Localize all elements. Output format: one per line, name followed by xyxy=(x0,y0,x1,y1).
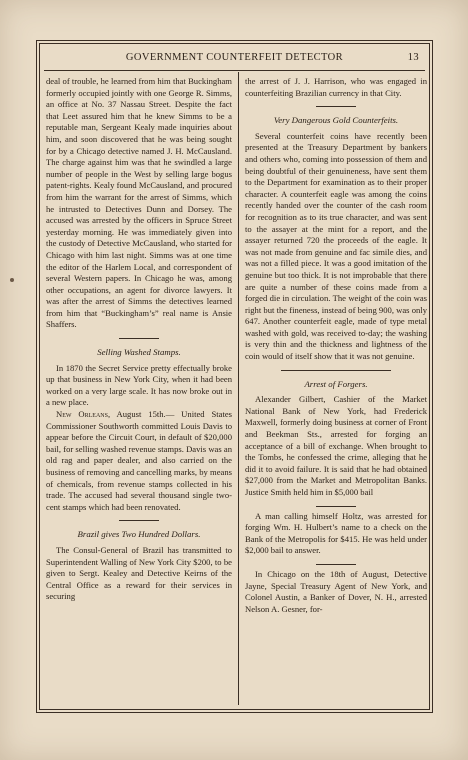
running-header xyxy=(46,49,423,67)
left-paragraph-2: In 1870 the Secret Service pretty effectually broke up that business in New York City, when it had been worked on a very large scale. It has now broke out in a new place. xyxy=(46,362,232,408)
section-rule xyxy=(316,106,356,107)
heading-brazil-reward: Brazil gives Two Hundred Dollars. xyxy=(77,529,201,540)
right-paragraph-5: In Chicago on the 18th of August, Detective Jayne, Special Treasury Agent of New York, and Colonel Austin, a Banker of Dover, N. H., arrested Nelson A. Gesner, for- xyxy=(245,568,427,614)
binding-mark xyxy=(10,278,14,282)
section-rule xyxy=(316,564,356,565)
right-paragraph-2: Several counterfeit coins have recently been presented at the Treasury Department by bankers and others who, coming into possession of them and being doubtful of their genuineness, have sent them to the Department for examination as to their proper character. A counterfeit eagle was among the coins recently handed over the counter of the cash room for recognition as to its true character, and was sent to the assayer at the mint for a report, and the assayer returned 720 the proceeds of the eagle. It was not made from genuine and fac simile dies, and was not a filled piece. It was a good imitation of the genuine but too thick. It is not improbable that there are quite a number of these coins made from a forged die in circulation. The weight of the coin was right but the fineness, instead of being 900, was only 647. Another counterfeit eagle, made of type metal washed with gold, was received to-day; the washing is very thin and the thickness and lightness of the coin would of itself show that it was not genuine. xyxy=(245,130,427,362)
header-rule xyxy=(44,70,425,71)
page-frame xyxy=(36,40,433,713)
heading-selling-washed-stamps: Selling Washed Stamps. xyxy=(97,347,181,358)
right-paragraph-1: the arrest of J. J. Harrison, who was engaged in counterfeiting Brazilian currency in that City. xyxy=(245,76,427,98)
heading-gold-counterfeits: Very Dangerous Gold Counterfeits. xyxy=(273,115,399,126)
heading-arrest-of-forgers: Arrest of Forgers. xyxy=(304,378,368,389)
left-paragraph-3 xyxy=(46,409,232,513)
section-rule xyxy=(316,506,356,507)
right-column xyxy=(245,76,427,705)
right-paragraph-3: Alexander Gilbert, Cashier of the Market National Bank of New York, had Frederick Maxwell, formerly doing business at corner of Front and Beekman Sts., arrested for forging an acceptance of a bill of exchange. When brought to the Tombs, he confessed the crime, alleging that he did it to avoid failure. It is said that he had obtained $27,000 from the Market and Metropolitan Banks. Justice Smith held him in $5,000 bail xyxy=(245,394,427,497)
page-number: 13 xyxy=(407,52,419,63)
column-divider xyxy=(238,72,239,705)
running-title: GOVERNMENT COUNTERFEIT DETECTOR xyxy=(125,52,344,63)
section-rule xyxy=(119,338,159,339)
left-paragraph-3-body: August 15th.— United States Commissioner Southworth committed Louis Davis to appear before the Circuit Court, in default of $20,000 bail, for selling washed revenue stamps. Davis was an old rag and paper dealer, and also carried on the business of removing and cancelling marks, by means of chemicals, from revenue stamps collected in his trade. The accused had several thousand single two-cent stamps which had been renovated. xyxy=(46,409,232,512)
page-frame-inner xyxy=(39,43,430,710)
section-rule xyxy=(119,520,159,521)
left-paragraph-1: deal of trouble, he learned from him that Buckingham formerly occupied jointly with one George R. Simms, an office at No. 37 Nassau Street. Despite the fact that Leet assured him that he knew Simms to be a reputable man, Sergeant Kealy made inquiries about him, and soon discovered that he was being sought for by a Chicago detective named J. H. McCausland. The charge against him was that he swindled a large number of people in the West by selling large bogus patent-rights. Kealy found McCausland, and procured from him the warrant for the arrest of Simms, which he intrusted to Detectives Dunn and Dorsey. The accused was arrested by the officers in Spruce Street yesterday morning. He was immediately given into the custody of Detective McCausland, who started for Chicago with him last night. Simms was at one time the editor of the Harlem Local, and correspondent of several Western papers. In Chicago he was, among other occupations, an agent for divorce lawyers. It was after the arrest of Simms the detectives learned from him that “Buckingham’s” real name is Ansie Shaffers. xyxy=(46,76,232,330)
left-paragraph-4: The Consul-General of Brazil has transmitted to Superintendent Walling of New York City $200, to be given to Sergt. Kealey and Detective Keirns of the Central Office as a reward for their services in securing xyxy=(46,544,232,602)
left-column xyxy=(46,76,232,705)
right-paragraph-4: A man calling himself Holtz, was arrested for forging Wm. H. Hulbert’s name to a check on the Bank of the Metropolis for $415. He was held under $2,000 bail to answer. xyxy=(245,510,427,556)
dateline: New Orleans, xyxy=(56,409,111,420)
section-rule xyxy=(281,370,391,371)
